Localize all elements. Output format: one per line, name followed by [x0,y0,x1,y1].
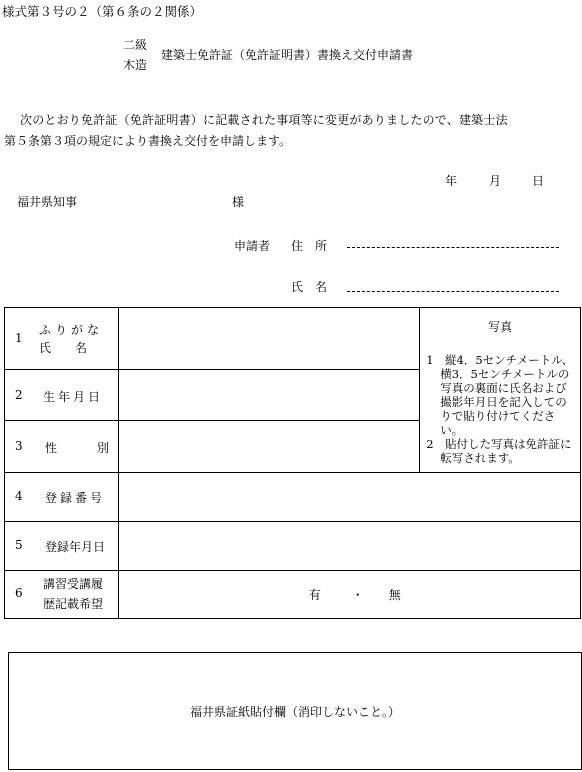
row-label-registration-number [5,473,119,522]
address-label: 住 所 [291,239,328,253]
course-history-label-1: 講習受講履 [43,577,104,591]
row-number: 6 [15,586,23,600]
name-label: 氏 名 [291,280,328,294]
date-month: 月 [489,174,502,188]
application-table [4,307,581,619]
row-label-birthdate [5,370,119,421]
option-separator: ・ [351,588,364,602]
photo-title: 写真 [488,320,513,334]
option-no[interactable]: 無 [388,588,401,602]
title-grade-2: 木造 [123,58,148,72]
revenue-stamp-label: 福井県証紙貼付欄（消印しないこと。） [189,704,400,719]
option-yes[interactable]: 有 [308,588,321,602]
row-number: 3 [15,439,23,453]
row-label-registration-date [5,522,119,571]
sex-input-cell[interactable] [118,421,419,473]
photo-note-2: 2 貼付した写真は免許証に転写されます。 [426,437,572,465]
row-number: 1 [15,331,23,345]
title-grade-1: 二級 [123,38,148,52]
row-number: 5 [15,538,23,552]
sex-label-left: 性 [45,441,58,455]
name-field[interactable] [347,291,559,292]
course-history-choice-cell [118,571,580,619]
row-label-course-history [5,571,119,619]
registration-date-label: 登録年月日 [45,540,106,554]
birthdate-label: 生年月日 [43,390,104,404]
body-line-1: 次のとおり免許証（免許証明書）に記載された事項等に変更がありましたので、建築士法 [20,113,508,127]
date-year: 年 [445,174,458,188]
sex-label-right: 別 [97,441,110,455]
revenue-stamp-box [8,652,582,770]
addressee-suffix: 様 [232,195,245,209]
address-field[interactable] [347,247,559,248]
birthdate-input-cell[interactable] [118,370,419,421]
name-row-label: 氏 名 [39,341,88,355]
photo-box [420,308,581,473]
photo-note-1: 1 縦4．5センチメートル、横3．5センチメートルの写真の裏面に氏名および撮影年月日を記入してのりで貼り付けてください。 [426,353,574,437]
registration-number-label: 登録番号 [45,491,106,505]
addressee: 福井県知事 [17,195,78,209]
date-day: 日 [532,174,545,188]
registration-number-input-cell[interactable] [118,473,580,522]
row-label-name [5,308,119,370]
registration-date-input-cell[interactable] [118,522,580,571]
course-history-label-2: 歴記載希望 [43,597,104,611]
body-line-2: 第５条第３項の規定により書換え交付を申請します。 [4,134,292,148]
row-label-sex [5,421,119,473]
applicant-label: 申請者 [234,239,271,253]
furigana-label: ふりがな [39,323,104,337]
row-number: 2 [15,388,23,402]
row-number: 4 [15,489,23,503]
form-number: 様式第３号の２（第６条の２関係） [2,4,203,19]
page-title: 建築士免許証（免許証明書）書換え交付申請書 [161,48,414,62]
name-input-cell[interactable] [118,308,419,370]
